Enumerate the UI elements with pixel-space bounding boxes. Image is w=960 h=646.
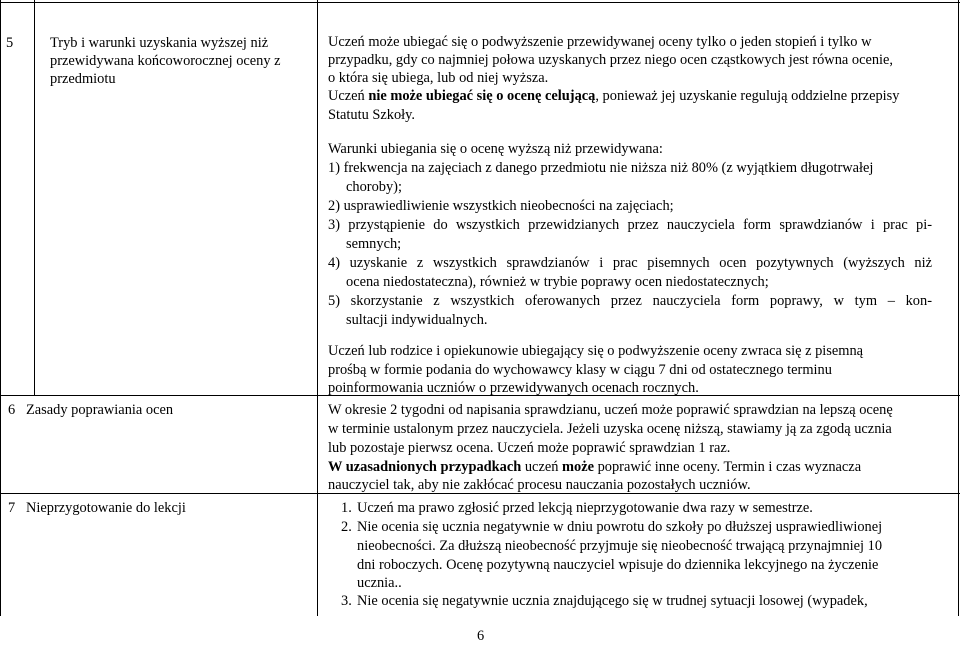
text-span: Uczeń [328, 88, 369, 104]
row-6-title: Zasady poprawiania ocen [26, 402, 174, 418]
text-line: Statutu Szkoły. [328, 107, 416, 123]
title-line: Tryb i warunki uzyskania wyższej niż [50, 35, 269, 51]
text-line: Uczeń lub rodzice i opiekunowie ubiegający się o podwyższenie oceny zwraca się z pisemną [328, 343, 864, 359]
text-line: przypadku, gdy co najmniej połowa uzyskanych przez niego ocen cząstkowych jest równa ocenie, [328, 52, 894, 68]
list-item-line: Nie ocenia się ucznia negatywnie w dniu powrotu do szkoły po dłuższej usprawiedliwionej [357, 519, 883, 535]
page-number: 6 [477, 628, 485, 644]
table-top-border [0, 2, 960, 3]
condition-line: 4) uzyskanie z wszystkich sprawdzianów i prac pisemnych ocen pozytywnych (wyższych niż [328, 255, 932, 271]
list-item-line: nieobecności. Za dłuższą nieobecność przyjmuje się nieobecność trwającą przynajmniej 10 [357, 538, 883, 554]
condition-line: 3) przystąpienie do wszystkich przewidzianych przez nauczyciela form sprawdzianów i prac pi- [328, 217, 932, 233]
row-7-title: Nieprzygotowanie do lekcji [26, 500, 186, 516]
text-line: lub pozostaje pierwsz ocena. Uczeń może poprawić sprawdzian 1 raz. [328, 440, 731, 456]
condition-line: chorobу); [346, 179, 402, 195]
list-number: 1. [341, 500, 352, 516]
text-line: o która się ubiega, lub od niej wyższa. [328, 70, 549, 86]
text-span: uczeń [521, 459, 563, 475]
text-line: nauczyciel tak, aby nie zakłócać procesu nauczania pozostałych uczniów. [328, 477, 751, 493]
condition-line: semnych; [346, 236, 402, 252]
list-item-line: Nie ocenia się negatywnie ucznia znajdującego się w trudnej sytuacji losowej (wypadek, [357, 593, 868, 609]
bold-text: W uzasadnionych przypadkach [328, 459, 522, 475]
column-divider [34, 0, 35, 395]
condition-line: ocena niedostateczna), również w trybie poprawy ocen niedostatecznych; [346, 274, 769, 290]
text-line [328, 87, 899, 106]
title-line: przewidywana końcoworocznej oceny z [50, 53, 281, 69]
text-span: poprawić inne oceny. Termin i czas wyznacza [593, 459, 862, 475]
list-number: 3. [341, 593, 352, 609]
row-6-number: 6 [8, 402, 16, 418]
bold-text: może [562, 459, 594, 475]
table-left-border [0, 0, 1, 616]
column-divider [317, 0, 318, 616]
bold-text: nie może ubiegać się o ocenę celującą [368, 88, 596, 104]
list-item-line: ucznia.. [357, 575, 402, 591]
list-item-line: dni roboczych. Ocenę pozytywną nauczyciel wpisuje do dziennika lekcyjnego na życzenie [357, 557, 879, 573]
title-line: przedmiotu [50, 71, 116, 87]
text-line: Uczeń może ubiegać się o podwyższenie przewidywanej oceny tylko o jeden stopień i tylko w [328, 34, 872, 50]
conditions-intro: Warunki ubiegania się o ocenę wyższą niż przewidywana: [328, 141, 663, 157]
text-line: W okresie 2 tygodni od napisania sprawdzianu, uczeń może poprawić sprawdzian na lepszą ocenę [328, 402, 893, 418]
text-line: poinformowania uczniów o przewidywanych ocenach rocznych. [328, 380, 699, 396]
list-number: 2. [341, 519, 352, 535]
condition-line: sultacji indywidualnych. [346, 312, 488, 328]
row-5-number: 5 [6, 35, 14, 51]
text-line [328, 458, 861, 477]
condition-line: 2) usprawiedliwienie wszystkich nieobecności na zajęciach; [328, 198, 674, 214]
row-7-number: 7 [8, 500, 16, 516]
condition-line: 5) skorzystanie z wszystkich oferowanych przez nauczyciela form poprawy, w tym – kon- [328, 293, 932, 309]
text-line: w terminie ustalonym przez nauczyciela. Jeżeli uzyska ocenę niższą, stawiamy ją za zgodą ucznia [328, 421, 892, 437]
text-span: , ponieważ jej uzyskanie regulują oddzielne przepisy [595, 88, 900, 104]
table-right-border [958, 0, 959, 616]
text-line: prośbą w formie podania do wychowawcy klasy w ciągu 7 dni od ostatecznego terminu [328, 362, 832, 378]
list-item-line: Uczeń ma prawo zgłosić przed lekcją nieprzygotowanie dwa razy w semestrze. [357, 500, 813, 516]
condition-line: 1) frekwencja na zajęciach z danego przedmiotu nie niższa niż 80% (z wyjątkiem długotrwałej [328, 160, 874, 176]
